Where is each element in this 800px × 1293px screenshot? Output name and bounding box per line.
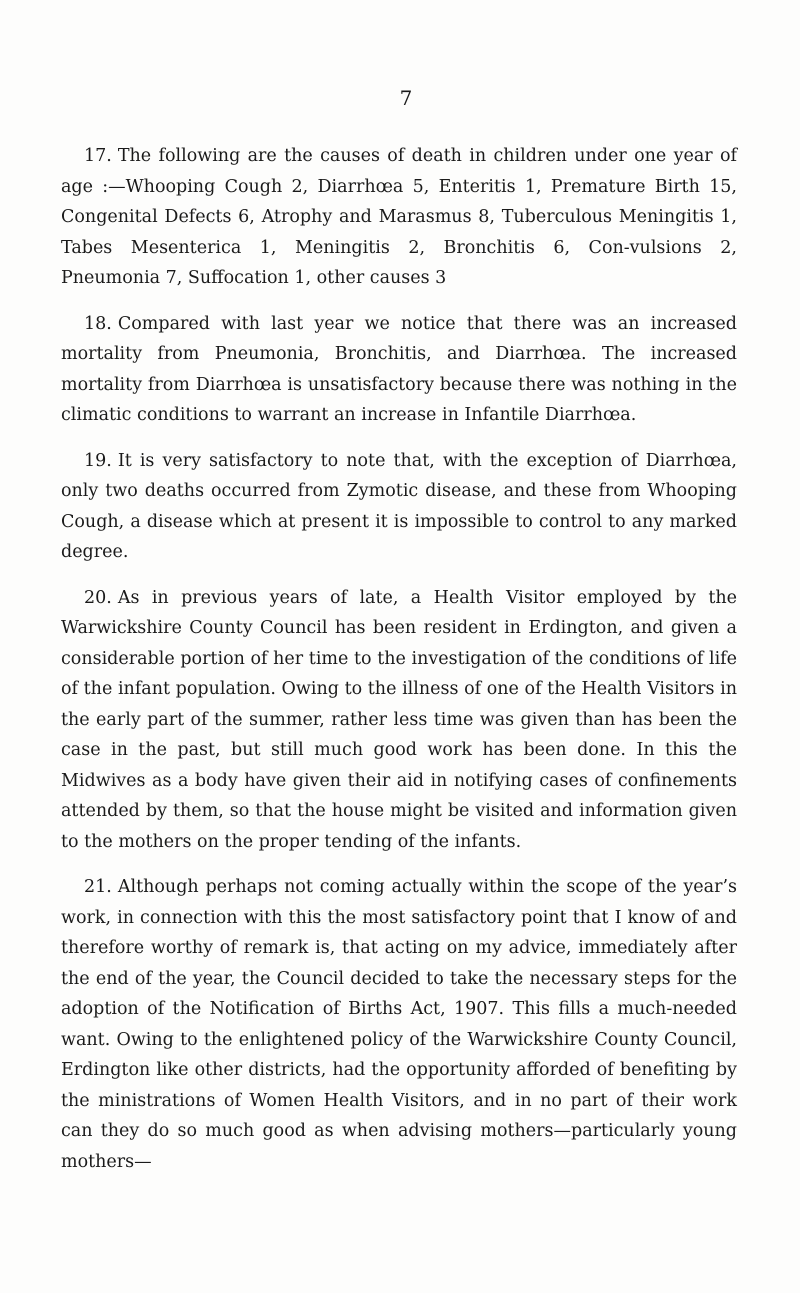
paragraph-17 xyxy=(61,141,737,294)
paragraph-number: 18. xyxy=(84,313,112,334)
page-number: 7 xyxy=(399,86,413,110)
paragraph-number: 20. xyxy=(84,587,112,608)
paragraph-20 xyxy=(61,583,737,858)
paragraph-text: Although perhaps not coming actually within the scope of the year’s work, in connection with this the most satisfactory point that I know of and therefore worthy of remark is, that acting on my advice, immediately after the end of the year, the Council decided to take the necessary steps for the adoption of the Notification of Births Act, 1907. This fills a much-needed want. Owing to the enlightened policy of the Warwickshire County Council, Erdington like other districts, had the opportunity afforded of benefiting by the ministrations of Women Health Visitors, and in no part of their work can they do so much good as when advising mothers—particularly young mothers— xyxy=(61,877,737,1172)
paragraph-text: As in previous years of late, a Health Visitor employed by the Warwickshire County Council has been resident in Erdington, and given a considerable portion of her time to the investigation of the conditions of life of the infant population. Owing to the illness of one of the Health Visitors in the early part of the summer, rather less time was given than has been the case in the past, but still much good work has been done. In this the Midwives as a body have given their aid in notifying cases of confinements attended by them, so that the house might be visited and information given to the mothers on the proper tending of the infants. xyxy=(61,587,737,852)
paragraph-number: 19. xyxy=(84,450,112,471)
paragraph-number: 21. xyxy=(84,877,112,897)
body-text xyxy=(61,141,737,1192)
paragraph-text: The following are the causes of death in children under one year of age :—Whooping Cough 2, Diarrhœa 5, Enteritis 1, Premature Birth 15, Congenital Defects 6, Atrophy and Marasmus 8, Tuberculous Meningitis 1, Tabes Mesenterica 1, Meningitis 2, Bronchitis 6, Con-vulsions 2, Pneumonia 7, Suffocation 1, other causes 3 xyxy=(61,146,737,288)
paragraph-18 xyxy=(61,309,737,431)
paragraph-19 xyxy=(61,446,737,568)
paragraph-text: Compared with last year we notice that there was an increased mortality from Pneumonia, Bronchitis, and Diarrhœa. The increased mortality from Diarrhœa is unsatisfactory because there was nothing in the climatic conditions to warrant an increase in Infantile Diarrhœa. xyxy=(61,313,737,425)
paragraph-21 xyxy=(61,872,737,1177)
paragraph-number: 17. xyxy=(84,146,112,166)
paragraph-text: It is very satisfactory to note that, with the exception of Diarrhœa, only two deaths occurred from Zymotic disease, and these from Whooping Cough, a disease which at present it is impossible to control to any marked degree. xyxy=(61,450,737,562)
